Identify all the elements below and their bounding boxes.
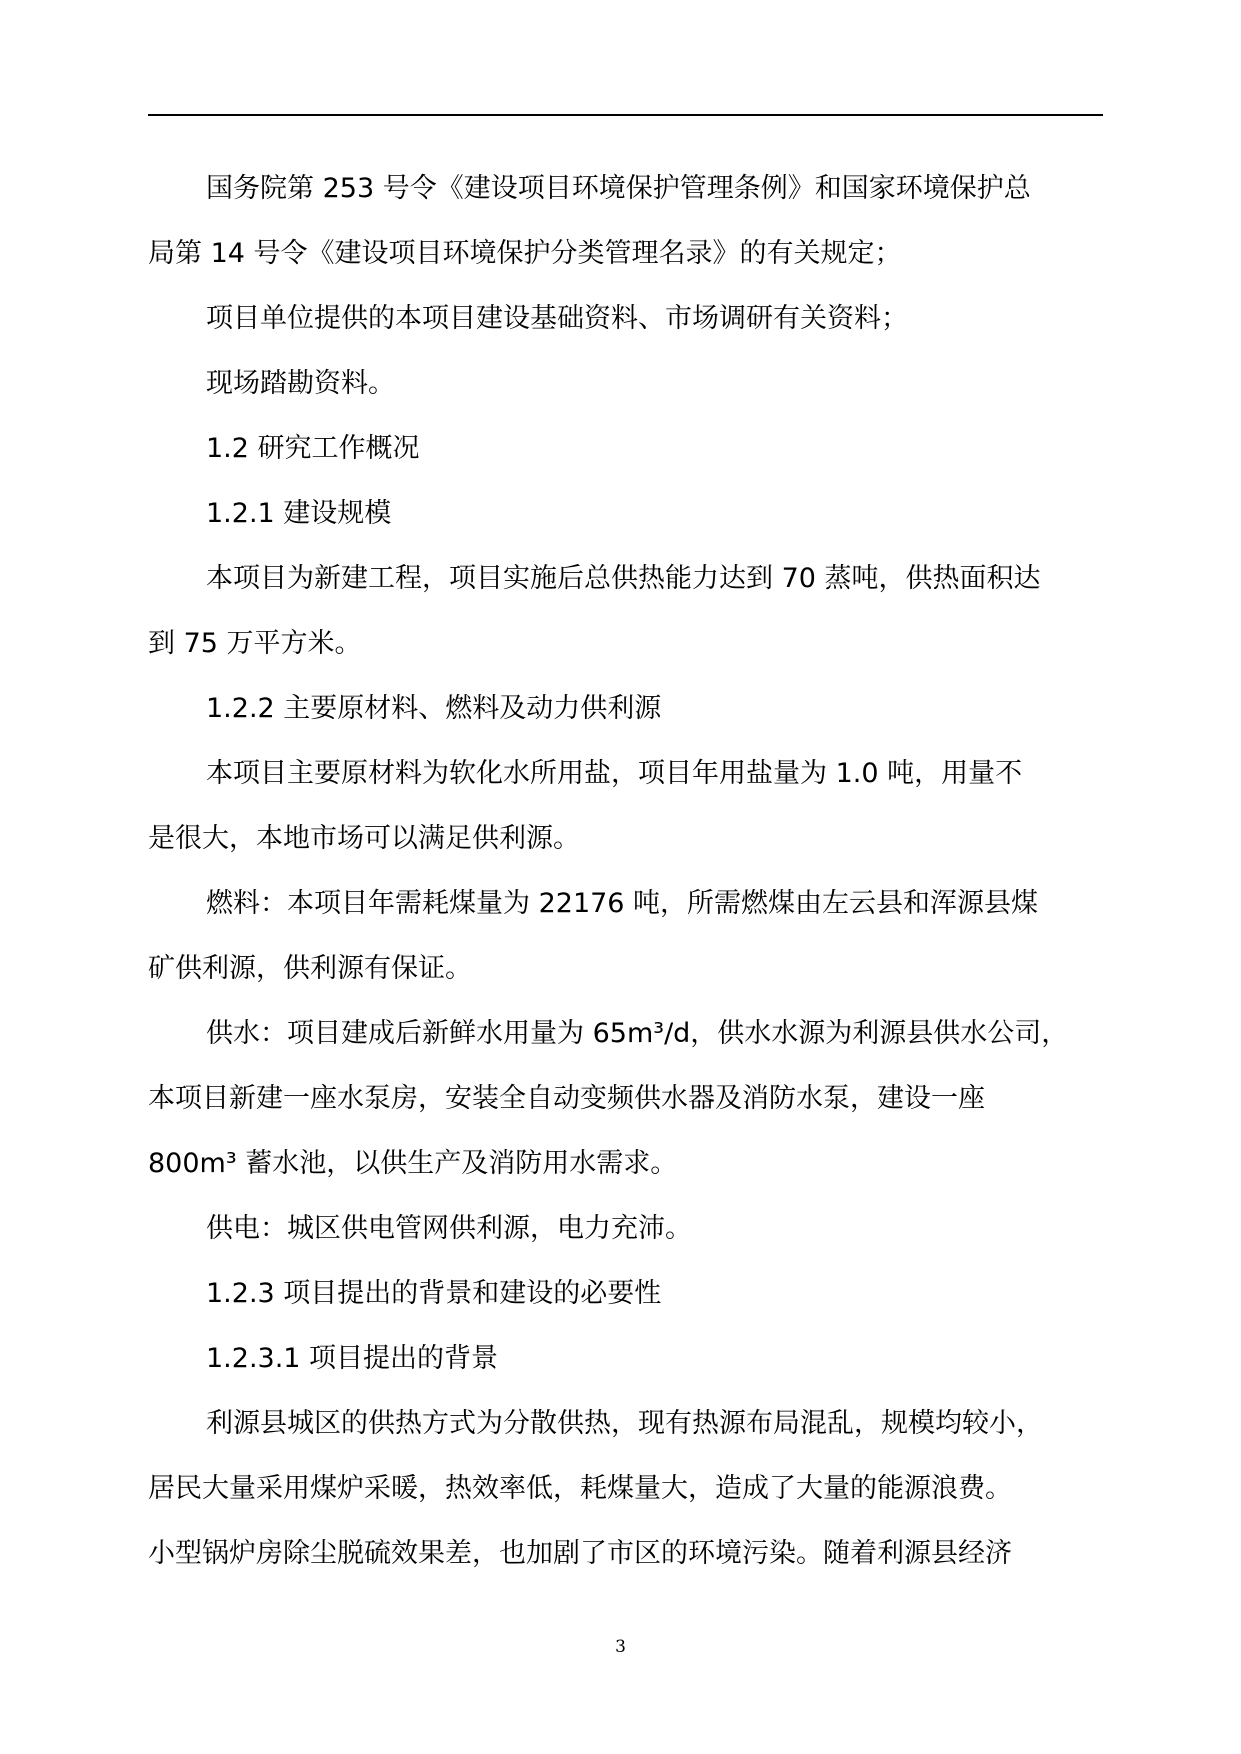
text-line: 1.2.3 项目提出的背景和建设的必要性 [206, 1278, 662, 1309]
text-line: 小型锅炉房除尘脱硫效果差，也加剧了市区的环境污染。随着利源县经济 [148, 1538, 1012, 1569]
text-line: 现场踏勘资料。 [206, 368, 395, 399]
text-line: 利源县城区的供热方式为分散供热，现有热源布局混乱，规模均较小， [206, 1408, 1043, 1439]
text-line: 局第 14 号令《建设项目环境保护分类管理名录》的有关规定； [148, 238, 902, 269]
document-body [148, 156, 1103, 1586]
header-rule [148, 114, 1103, 116]
text-line: 到 75 万平方米。 [148, 628, 362, 659]
text-line: 本项目主要原材料为软化水所用盐，项目年用盐量为 1.0 吨，用量不 [206, 758, 1023, 789]
text-line: 1.2.3.1 项目提出的背景 [206, 1343, 499, 1374]
text-line: 1.2.1 建设规模 [206, 498, 392, 529]
text-line: 项目单位提供的本项目建设基础资料、市场调研有关资料； [206, 303, 908, 334]
text-line: 居民大量采用煤炉采暖，热效率低，耗煤量大，造成了大量的能源浪费。 [148, 1473, 1012, 1504]
text-line: 1.2 研究工作概况 [206, 433, 420, 464]
text-line: 800m³ 蓄水池，以供生产及消防用水需求。 [148, 1148, 678, 1179]
text-line: 本项目新建一座水泵房，安装全自动变频供水器及消防水泵，建设一座 [148, 1083, 985, 1114]
text-line: 供水：项目建成后新鲜水用量为 65m³/d，供水水源为利源县供水公司， [206, 1018, 1069, 1049]
text-line: 燃料：本项目年需耗煤量为 22176 吨，所需燃煤由左云县和浑源县煤 [206, 888, 1039, 919]
text-line: 1.2.2 主要原材料、燃料及动力供利源 [206, 693, 662, 724]
page-number: 3 [615, 1637, 626, 1657]
text-line: 是很大，本地市场可以满足供利源。 [148, 823, 580, 854]
text-line: 供电：城区供电管网供利源，电力充沛。 [206, 1213, 692, 1244]
text-line: 国务院第 253 号令《建设项目环境保护管理条例》和国家环境保护总 [206, 173, 1031, 204]
text-line: 矿供利源，供利源有保证。 [148, 953, 472, 984]
text-line: 本项目为新建工程，项目实施后总供热能力达到 70 蒸吨，供热面积达 [206, 563, 1041, 594]
